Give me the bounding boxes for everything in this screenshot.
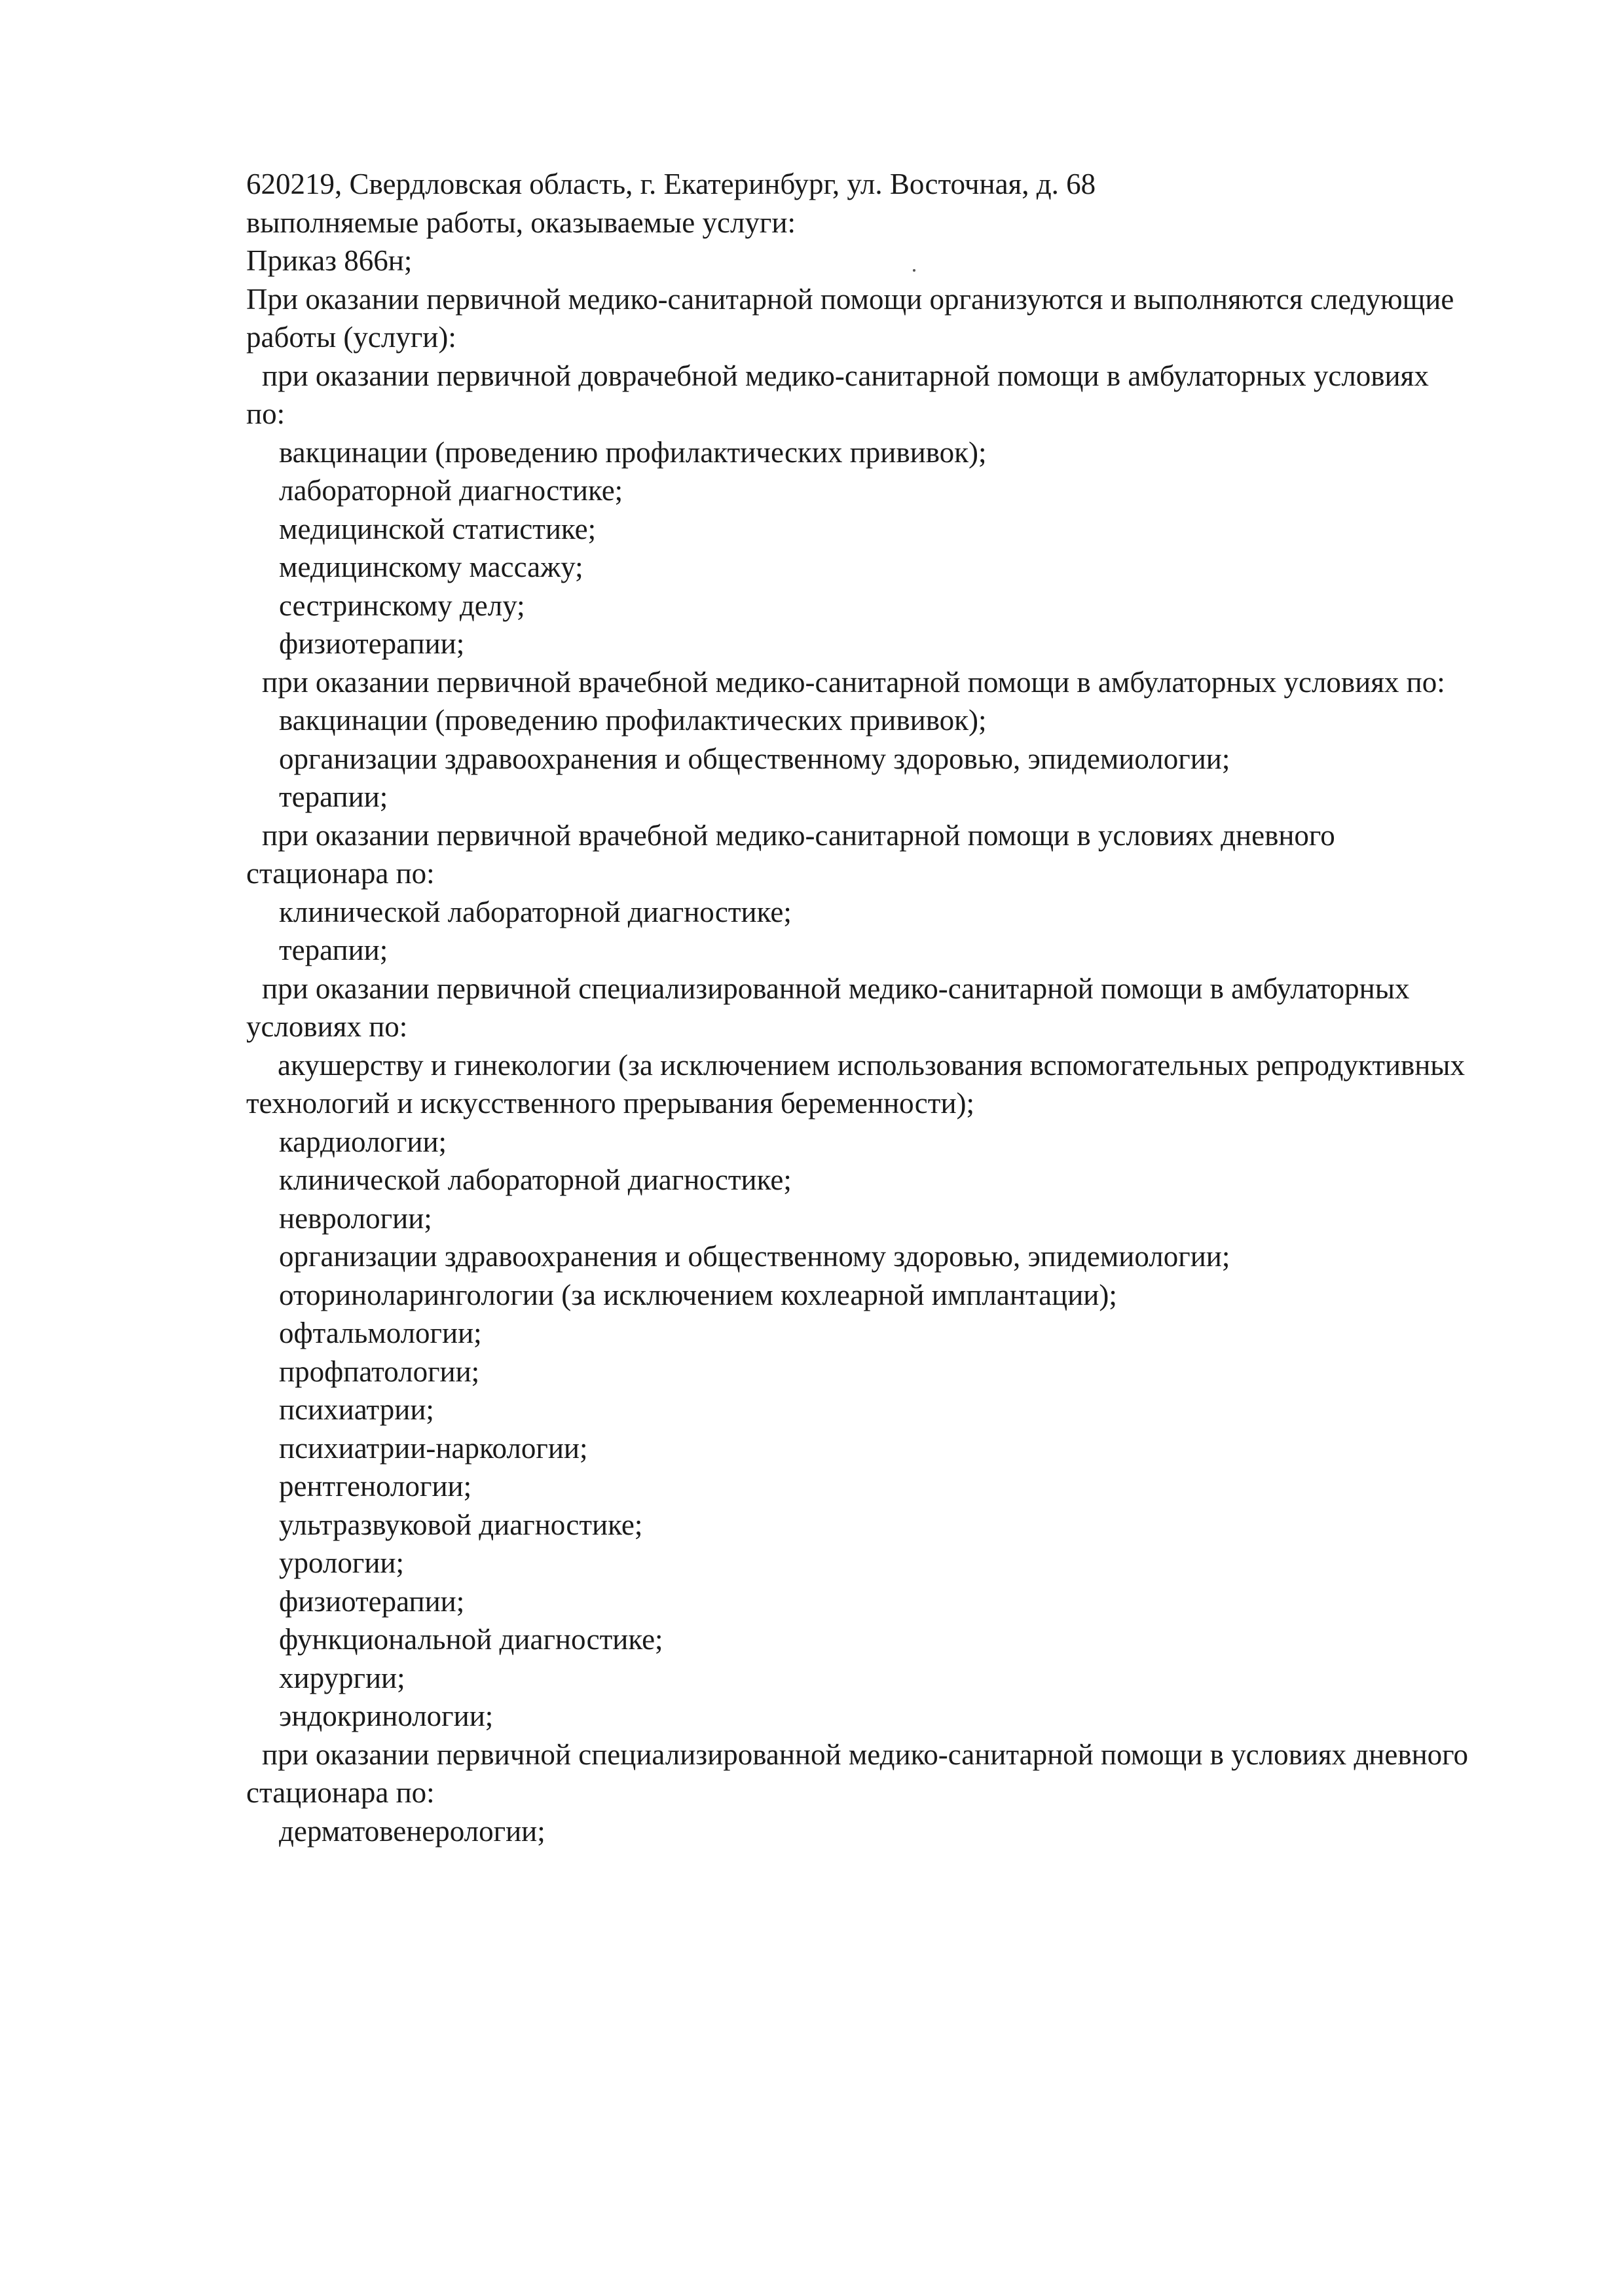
section-heading-continuation: по: [246,397,286,430]
list-item: клинической лабораторной диагностике; [279,895,792,928]
document-body [246,165,1569,1850]
list-item: психиатрии-наркологии; [279,1431,588,1465]
list-item: психиатрии; [279,1393,434,1426]
list-item: вакцинации (проведению профилактических прививок); [279,704,987,737]
list-item: сестринскому делу; [279,589,525,622]
list-item: клинической лабораторной диагностике; [279,1163,792,1196]
list-item: кардиологии; [279,1125,447,1158]
section-heading: при оказании первичной врачебной медико-санитарной помощи в амбулаторных условиях по: [262,665,1445,699]
order-reference: Приказ 866н; [246,244,413,277]
list-item: терапии; [279,934,388,966]
list-item: физиотерапии; [279,1584,465,1618]
list-item: медицинскому массажу; [279,551,583,583]
list-item: профпатологии; [279,1355,480,1388]
section-heading-continuation: стационара по: [246,1776,435,1809]
section-heading: при оказании первичной врачебной медико-санитарной помощи в условиях дневного [262,818,1335,852]
section-heading: при оказании первичной доврачебной медико-санитарной помощи в амбулаторных условиях [262,359,1429,392]
section-heading-continuation: условиях по: [246,1010,408,1043]
list-item: оториноларингологии (за исключением кохлеарной имплантации); [279,1278,1117,1311]
address-line: 620219, Свердловская область, г. Екатеринбург, ул. Восточная, д. 68 [246,168,1096,200]
list-item: акушерству и гинекологии (за исключением использования вспомогательных репродуктивных [278,1048,1466,1082]
list-item: эндокринологии; [279,1700,494,1732]
works-heading: выполняемые работы, оказываемые услуги: [246,206,796,239]
intro-line: При оказании первичной медико-санитарной помощи организуются и выполняются следующие [246,282,1454,316]
list-item: рентгенологии; [279,1470,472,1503]
list-item-continuation: технологий и искусственного прерывания беременности); [246,1087,975,1120]
list-item: физиотерапии; [279,627,465,660]
section-heading: при оказании первичной специализированной медико-санитарной помощи в условиях дневного [262,1738,1468,1771]
list-item: лабораторной диагностике; [279,474,623,507]
list-item: медицинской статистике; [279,512,597,545]
list-item: организации здравоохранения и общественному здоровью, эпидемиологии; [279,1240,1230,1273]
list-item: вакцинации (проведению профилактических прививок); [279,435,987,469]
list-item: терапии; [279,780,388,813]
section-heading: при оказании первичной специализированной медико-санитарной помощи в амбулаторных [262,972,1410,1005]
list-item: ультразвуковой диагностике; [279,1508,643,1541]
list-item: офтальмологии; [279,1317,482,1349]
list-item: функциональной диагностике; [279,1623,663,1656]
list-item: организации здравоохранения и общественному здоровью, эпидемиологии; [279,742,1230,775]
section-heading-continuation: стационара по: [246,857,435,890]
list-item: хирургии; [279,1661,405,1694]
list-item: урологии; [279,1546,404,1579]
list-item: дерматовенерологии; [279,1814,545,1848]
list-item: неврологии; [279,1201,432,1235]
intro-line: работы (услуги): [246,321,456,354]
